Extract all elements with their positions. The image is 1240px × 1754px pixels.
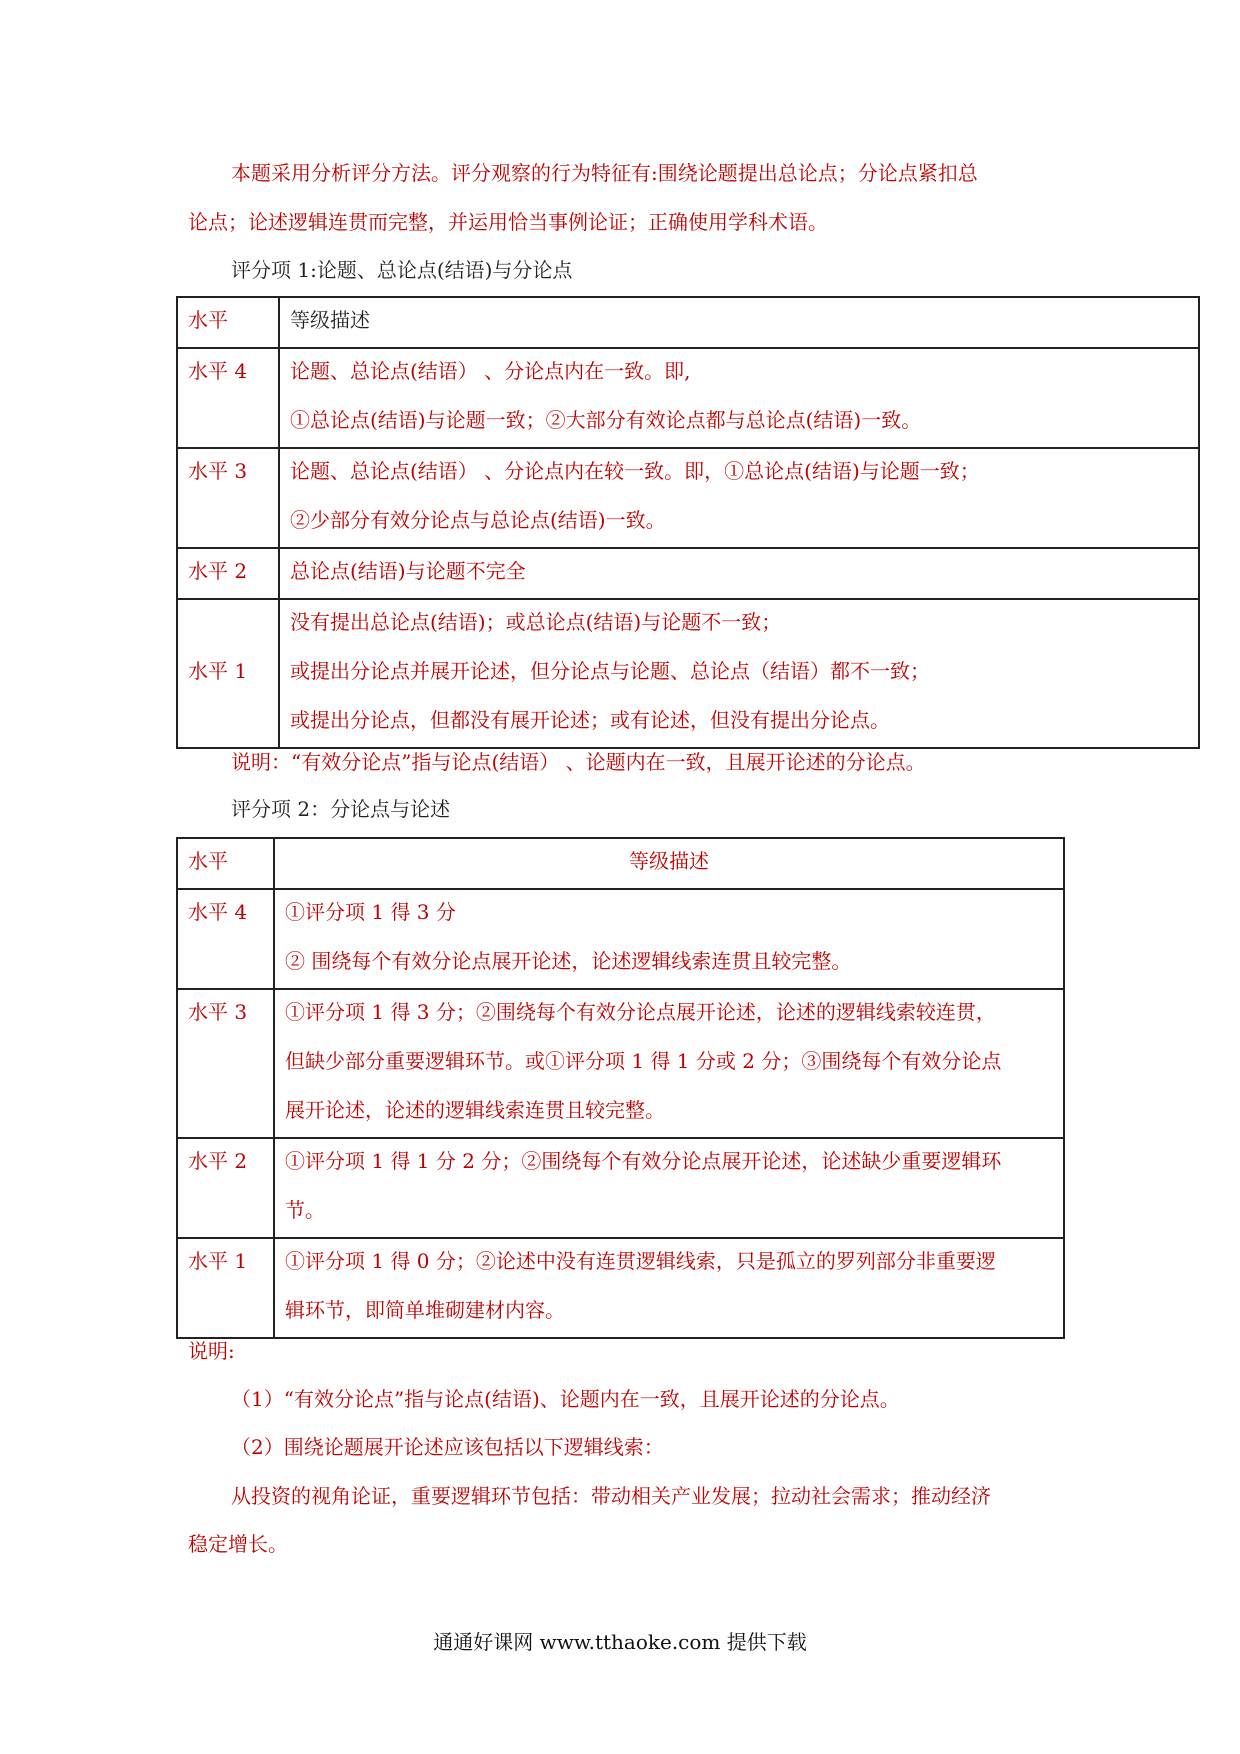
table-row <box>177 448 1199 548</box>
table-row <box>177 889 1064 989</box>
desc-line: 论题、总论点(结语） 、分论点内在较一致。即，①总论点(结语)与论题一致； <box>290 459 980 483</box>
table-row <box>177 548 1199 599</box>
header-level-cell <box>177 297 279 348</box>
desc-line: ①评分项 1 得 0 分；②论述中没有连贯逻辑线索，只是孤立的罗列部分非重要逻 <box>285 1249 996 1273</box>
desc-line: 总论点(结语)与论题不完全 <box>290 559 526 583</box>
desc-line: 但缺少部分重要逻辑环节。或①评分项 1 得 1 分或 2 分；③围绕每个有效分论点 <box>285 1049 1002 1073</box>
desc-line: 节。 <box>285 1198 325 1222</box>
table-row <box>177 599 1199 748</box>
desc-line: 论题、总论点(结语） 、分论点内在一致。即, <box>290 359 691 383</box>
table-header-row <box>177 838 1064 889</box>
section1-heading: 评分项 1:论题、总论点(结语)与分论点 <box>231 258 573 282</box>
desc-line: 或提出分论点，但都没有展开论述；或有论述，但没有提出分论点。 <box>290 708 890 732</box>
header-desc-label: 等级描述 <box>629 849 709 873</box>
table-row <box>177 1138 1064 1238</box>
notes-item-2: （2）围绕论题展开论述应该包括以下逻辑线索： <box>231 1435 664 1459</box>
table-row <box>177 1238 1064 1338</box>
header-desc-cell <box>274 838 1064 889</box>
desc-line: ② 围绕每个有效分论点展开论述，论述逻辑线索连贯且较完整。 <box>285 949 852 973</box>
rubric-table-2 <box>176 837 1065 1339</box>
header-level-label: 水平 <box>188 308 228 332</box>
notes-item-3-line-2: 稳定增长。 <box>188 1532 288 1556</box>
desc-line: 展开论述，论述的逻辑线索连贯且较完整。 <box>285 1098 665 1122</box>
level-label: 水平 3 <box>188 459 248 483</box>
desc-line: ①总论点(结语)与论题一致；②大部分有效论点都与总论点(结语)一致。 <box>290 408 922 432</box>
level-label: 水平 4 <box>188 359 248 383</box>
desc-line: ①评分项 1 得 3 分；②围绕每个有效分论点展开论述，论述的逻辑线索较连贯， <box>285 1000 996 1024</box>
notes-item-1: （1）“有效分论点”指与论点(结语)、论题内在一致，且展开论述的分论点。 <box>231 1387 900 1411</box>
header-level-label: 水平 <box>188 849 228 873</box>
level-label: 水平 2 <box>188 1149 248 1173</box>
desc-line: ①评分项 1 得 1 分 2 分；②围绕每个有效分论点展开论述，论述缺少重要逻辑环 <box>285 1149 1002 1173</box>
intro-line-2: 论点；论述逻辑连贯而完整，并运用恰当事例论证；正确使用学科术语。 <box>188 210 828 234</box>
level-label: 水平 1 <box>188 1249 248 1273</box>
rubric-table-1 <box>176 296 1200 749</box>
level-label: 水平 4 <box>188 900 248 924</box>
level-label: 水平 1 <box>188 659 248 683</box>
table-header-row <box>177 297 1199 348</box>
desc-line: 没有提出总论点(结语)；或总论点(结语)与论题不一致； <box>290 610 782 634</box>
section2-heading: 评分项 2：分论点与论述 <box>231 797 451 821</box>
level-label: 水平 3 <box>188 1000 248 1024</box>
header-desc-label: 等级描述 <box>290 308 370 332</box>
level-label: 水平 2 <box>188 559 248 583</box>
desc-line: ②少部分有效分论点与总论点(结语)一致。 <box>290 508 666 532</box>
footer-credit: 通通好课网 www.tthaoke.com 提供下载 <box>433 1630 807 1654</box>
section1-note: 说明：“有效分论点”指与论点(结语） 、论题内在一致，且展开论述的分论点。 <box>231 750 926 774</box>
desc-line: 辑环节，即简单堆砌建材内容。 <box>285 1298 565 1322</box>
table-row <box>177 989 1064 1138</box>
header-desc-cell <box>279 297 1199 348</box>
desc-line: 或提出分论点并展开论述，但分论点与论题、总论点（结语）都不一致； <box>290 659 930 683</box>
header-level-cell <box>177 838 274 889</box>
table-row <box>177 348 1199 448</box>
intro-line-1: 本题采用分析评分方法。评分观察的行为特征有:围绕论题提出总论点；分论点紧扣总 <box>231 161 978 185</box>
desc-line: ①评分项 1 得 3 分 <box>285 900 456 924</box>
notes-item-3-line-1: 从投资的视角论证，重要逻辑环节包括：带动相关产业发展；拉动社会需求；推动经济 <box>231 1484 991 1508</box>
notes-label: 说明: <box>188 1339 235 1363</box>
